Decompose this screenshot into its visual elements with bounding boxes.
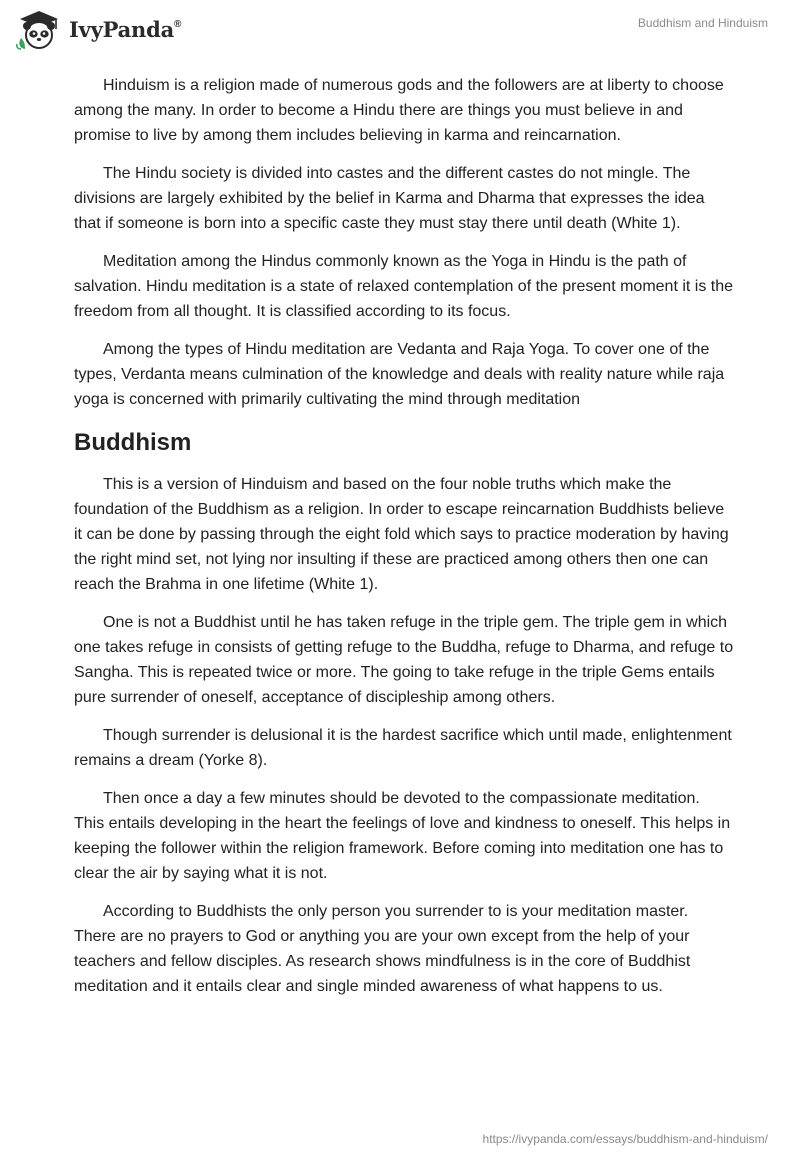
section-heading-buddhism: Buddhism bbox=[74, 429, 192, 456]
paragraph: Meditation among the Hindus commonly known as the Yoga in Hindu is the path of salvation. Hindu meditation is a state of relaxed contemplation of the present moment it is the freedom from all thought. It is classified according to its focus. bbox=[74, 253, 734, 320]
page-header bbox=[0, 0, 800, 60]
logo[interactable] bbox=[14, 8, 181, 50]
essay-body bbox=[74, 73, 734, 1012]
paragraph: According to Buddhists the only person you surrender to is your meditation master. There are no prayers to God or anything you are your own except from the help of your teachers and fellow disciples. As research shows mindfulness is in the core of Buddhist meditation and it entails clear and single minded awareness of what happens to us. bbox=[74, 903, 691, 995]
source-url[interactable]: https://ivypanda.com/essays/buddhism-and-hinduism/ bbox=[482, 1132, 768, 1146]
paragraph: Though surrender is delusional it is the hardest sacrifice which until made, enlightenment remains a dream (Yorke 8). bbox=[74, 727, 732, 769]
paragraph: The Hindu society is divided into castes and the different castes do not mingle. The divisions are largely exhibited by the belief in Karma and Dharma that expresses the idea that if someone is born into a specific caste they must stay there until death (White 1). bbox=[74, 165, 705, 232]
paragraph: Among the types of Hindu meditation are Vedanta and Raja Yoga. To cover one of the types, Verdanta means culmination of the knowledge and deals with reality nature while raja yoga is concerned with primarily cultivating the mind through meditation bbox=[74, 341, 725, 408]
panda-graduate-icon bbox=[14, 8, 64, 50]
paragraph: Then once a day a few minutes should be devoted to the compassionate meditation. This entails developing in the heart the feelings of love and kindness to oneself. This helps in keeping the follower within the religion framework. Before coming into meditation one has to clear the air by saying what it is not. bbox=[74, 790, 731, 882]
paragraph: This is a version of Hinduism and based on the four noble truths which make the foundation of the Buddhism as a religion. In order to escape reincarnation Buddhists believe it can be done by passing through the eight fold which says to practice moderation by having the right mind set, not lying nor insulting if these are practiced among others then one can reach the Brahma in one lifetime (White 1). bbox=[74, 476, 729, 593]
logo-wordmark: IvyPanda® bbox=[69, 16, 182, 42]
document-title: Buddhism and Hinduism bbox=[637, 16, 768, 30]
paragraph: Hinduism is a religion made of numerous gods and the followers are at liberty to choose among the many. In order to become a Hindu there are things you must believe in and promise to live by among them includes believing in karma and reincarnation. bbox=[74, 77, 724, 144]
paragraph: One is not a Buddhist until he has taken refuge in the triple gem. The triple gem in which one takes refuge in consists of getting refuge to the Buddha, refuge to Dharma, and refuge to Sangha. This is repeated twice or more. The going to take refuge in the triple Gems entails pure surrender of oneself, acceptance of discipleship among others. bbox=[74, 614, 734, 706]
